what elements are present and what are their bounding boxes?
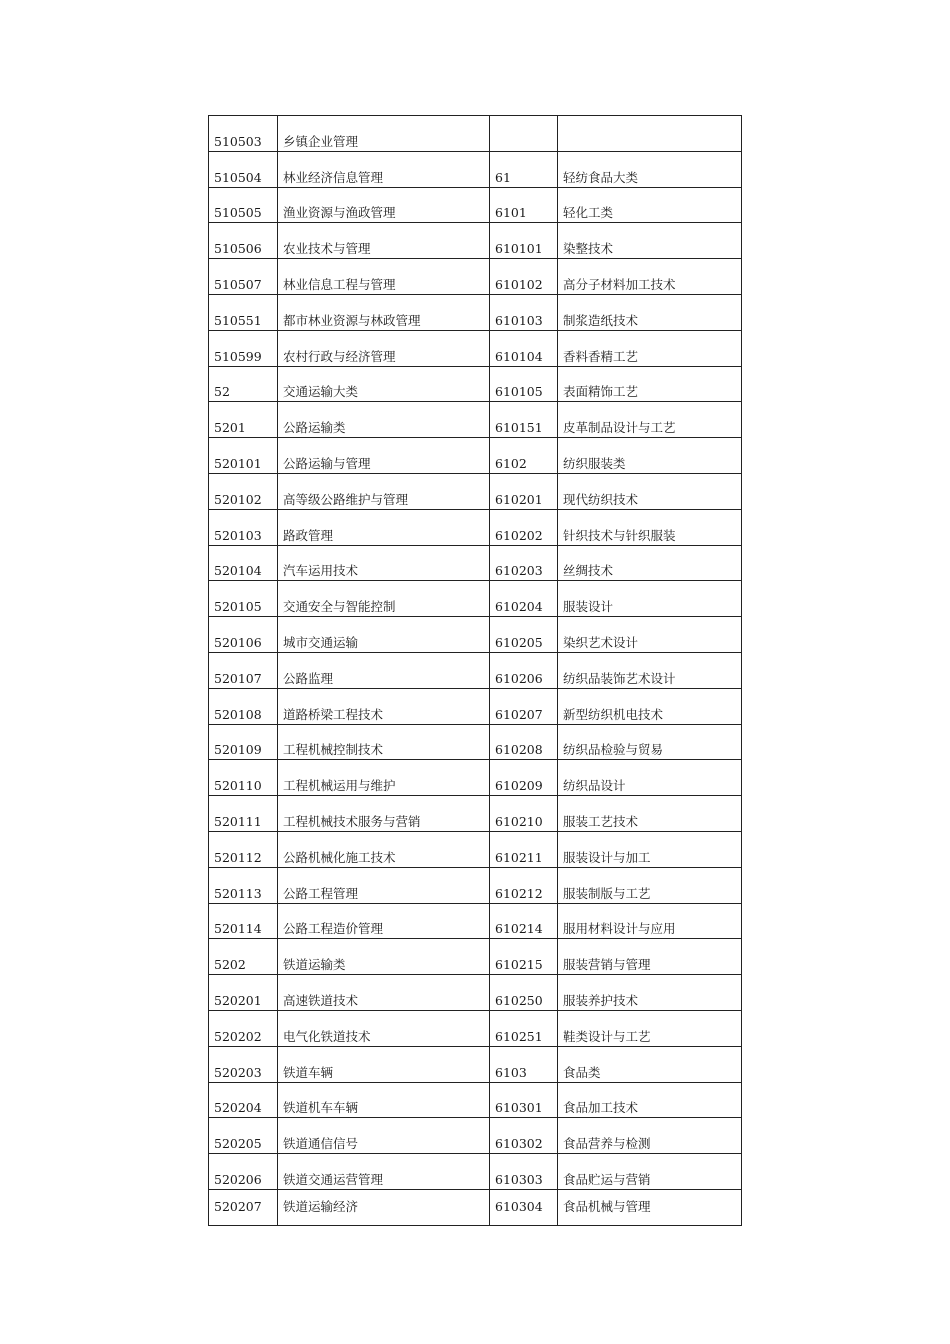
name-cell-right: 食品类 bbox=[558, 1046, 742, 1082]
code-cell-right: 610302 bbox=[490, 1118, 558, 1154]
name-cell-left: 汽车运用技术 bbox=[278, 545, 490, 581]
name-cell-right: 新型纺织机电技术 bbox=[558, 688, 742, 724]
code-cell-right: 610205 bbox=[490, 617, 558, 653]
code-cell-right: 6103 bbox=[490, 1046, 558, 1082]
name-cell-right: 表面精饰工艺 bbox=[558, 366, 742, 402]
table-row bbox=[209, 867, 742, 903]
name-cell-left: 铁道运输经济 bbox=[278, 1189, 490, 1225]
code-cell-left: 520201 bbox=[209, 975, 278, 1011]
code-cell-left: 520109 bbox=[209, 724, 278, 760]
name-cell-right: 纺织服装类 bbox=[558, 438, 742, 474]
code-cell-right: 610251 bbox=[490, 1010, 558, 1046]
name-cell-right: 鞋类设计与工艺 bbox=[558, 1010, 742, 1046]
code-cell-left: 510504 bbox=[209, 151, 278, 187]
table-row bbox=[209, 1010, 742, 1046]
code-cell-left: 510599 bbox=[209, 330, 278, 366]
name-cell-left: 高等级公路维护与管理 bbox=[278, 473, 490, 509]
table-row bbox=[209, 760, 742, 796]
table-row bbox=[209, 1154, 742, 1190]
major-code-table bbox=[208, 115, 742, 1226]
code-cell-right: 610250 bbox=[490, 975, 558, 1011]
code-cell-left: 520102 bbox=[209, 473, 278, 509]
code-cell-right: 6101 bbox=[490, 187, 558, 223]
name-cell-left: 林业经济信息管理 bbox=[278, 151, 490, 187]
code-cell-right: 610202 bbox=[490, 509, 558, 545]
name-cell-right: 皮革制品设计与工艺 bbox=[558, 402, 742, 438]
name-cell-left: 交通运输大类 bbox=[278, 366, 490, 402]
code-cell-right: 610209 bbox=[490, 760, 558, 796]
name-cell-left: 铁道交通运营管理 bbox=[278, 1154, 490, 1190]
name-cell-left: 工程机械技术服务与营销 bbox=[278, 796, 490, 832]
code-cell-left: 5201 bbox=[209, 402, 278, 438]
name-cell-left: 电气化铁道技术 bbox=[278, 1010, 490, 1046]
name-cell-right bbox=[558, 116, 742, 152]
code-cell-right bbox=[490, 116, 558, 152]
name-cell-left: 铁道车辆 bbox=[278, 1046, 490, 1082]
name-cell-left: 铁道通信信号 bbox=[278, 1118, 490, 1154]
name-cell-left: 公路机械化施工技术 bbox=[278, 831, 490, 867]
name-cell-left: 农业技术与管理 bbox=[278, 223, 490, 259]
table-row bbox=[209, 509, 742, 545]
name-cell-right: 食品加工技术 bbox=[558, 1082, 742, 1118]
code-cell-right: 610102 bbox=[490, 259, 558, 295]
code-cell-right: 610105 bbox=[490, 366, 558, 402]
name-cell-left: 公路工程造价管理 bbox=[278, 903, 490, 939]
name-cell-right: 食品营养与检测 bbox=[558, 1118, 742, 1154]
name-cell-left: 公路运输与管理 bbox=[278, 438, 490, 474]
code-cell-left: 510505 bbox=[209, 187, 278, 223]
name-cell-right: 服装设计 bbox=[558, 581, 742, 617]
name-cell-left: 乡镇企业管理 bbox=[278, 116, 490, 152]
name-cell-right: 服装工艺技术 bbox=[558, 796, 742, 832]
table-row bbox=[209, 617, 742, 653]
name-cell-left: 公路工程管理 bbox=[278, 867, 490, 903]
name-cell-right: 服用材料设计与应用 bbox=[558, 903, 742, 939]
code-cell-left: 520107 bbox=[209, 652, 278, 688]
table-row bbox=[209, 688, 742, 724]
name-cell-left: 城市交通运输 bbox=[278, 617, 490, 653]
table-row bbox=[209, 330, 742, 366]
code-cell-left: 520112 bbox=[209, 831, 278, 867]
table-row bbox=[209, 151, 742, 187]
name-cell-right: 纺织品装饰艺术设计 bbox=[558, 652, 742, 688]
name-cell-right: 食品贮运与营销 bbox=[558, 1154, 742, 1190]
name-cell-left: 工程机械控制技术 bbox=[278, 724, 490, 760]
code-cell-left: 520202 bbox=[209, 1010, 278, 1046]
code-cell-left: 520108 bbox=[209, 688, 278, 724]
table-row bbox=[209, 438, 742, 474]
table-row bbox=[209, 259, 742, 295]
table-row bbox=[209, 1189, 742, 1225]
name-cell-left: 铁道机车车辆 bbox=[278, 1082, 490, 1118]
table-row bbox=[209, 402, 742, 438]
code-cell-left: 520203 bbox=[209, 1046, 278, 1082]
table-row bbox=[209, 473, 742, 509]
code-cell-right: 610211 bbox=[490, 831, 558, 867]
code-cell-right: 610151 bbox=[490, 402, 558, 438]
name-cell-right: 制浆造纸技术 bbox=[558, 294, 742, 330]
name-cell-right: 针织技术与针织服装 bbox=[558, 509, 742, 545]
code-cell-left: 520204 bbox=[209, 1082, 278, 1118]
code-cell-right: 610210 bbox=[490, 796, 558, 832]
name-cell-left: 路政管理 bbox=[278, 509, 490, 545]
table-row bbox=[209, 1118, 742, 1154]
code-cell-left: 520105 bbox=[209, 581, 278, 617]
name-cell-right: 染织艺术设计 bbox=[558, 617, 742, 653]
table-row bbox=[209, 1082, 742, 1118]
code-cell-right: 610103 bbox=[490, 294, 558, 330]
name-cell-left: 公路监理 bbox=[278, 652, 490, 688]
name-cell-right: 纺织品检验与贸易 bbox=[558, 724, 742, 760]
code-cell-right: 610208 bbox=[490, 724, 558, 760]
code-cell-left: 520114 bbox=[209, 903, 278, 939]
name-cell-left: 高速铁道技术 bbox=[278, 975, 490, 1011]
code-cell-left: 520101 bbox=[209, 438, 278, 474]
name-cell-right: 香料香精工艺 bbox=[558, 330, 742, 366]
name-cell-right: 丝绸技术 bbox=[558, 545, 742, 581]
table-row bbox=[209, 975, 742, 1011]
name-cell-left: 道路桥梁工程技术 bbox=[278, 688, 490, 724]
code-cell-left: 5202 bbox=[209, 939, 278, 975]
table-body bbox=[209, 116, 742, 1226]
code-cell-left: 520113 bbox=[209, 867, 278, 903]
code-cell-left: 520206 bbox=[209, 1154, 278, 1190]
name-cell-right: 轻纺食品大类 bbox=[558, 151, 742, 187]
code-cell-right: 6102 bbox=[490, 438, 558, 474]
code-cell-left: 510506 bbox=[209, 223, 278, 259]
name-cell-right: 染整技术 bbox=[558, 223, 742, 259]
code-cell-right: 610215 bbox=[490, 939, 558, 975]
table-row bbox=[209, 903, 742, 939]
name-cell-right: 现代纺织技术 bbox=[558, 473, 742, 509]
table-row bbox=[209, 1046, 742, 1082]
code-cell-right: 61 bbox=[490, 151, 558, 187]
table-row bbox=[209, 724, 742, 760]
name-cell-right: 纺织品设计 bbox=[558, 760, 742, 796]
code-cell-right: 610101 bbox=[490, 223, 558, 259]
table-row bbox=[209, 652, 742, 688]
code-cell-left: 520103 bbox=[209, 509, 278, 545]
table-row bbox=[209, 294, 742, 330]
code-cell-right: 610303 bbox=[490, 1154, 558, 1190]
table-row bbox=[209, 939, 742, 975]
code-cell-right: 610207 bbox=[490, 688, 558, 724]
code-cell-right: 610104 bbox=[490, 330, 558, 366]
name-cell-left: 渔业资源与渔政管理 bbox=[278, 187, 490, 223]
name-cell-left: 铁道运输类 bbox=[278, 939, 490, 975]
code-cell-left: 510503 bbox=[209, 116, 278, 152]
name-cell-left: 公路运输类 bbox=[278, 402, 490, 438]
code-cell-left: 510507 bbox=[209, 259, 278, 295]
name-cell-right: 轻化工类 bbox=[558, 187, 742, 223]
table-row bbox=[209, 116, 742, 152]
code-cell-right: 610212 bbox=[490, 867, 558, 903]
table-row bbox=[209, 366, 742, 402]
code-cell-left: 52 bbox=[209, 366, 278, 402]
name-cell-right: 服装制版与工艺 bbox=[558, 867, 742, 903]
code-cell-right: 610206 bbox=[490, 652, 558, 688]
table-row bbox=[209, 831, 742, 867]
code-cell-right: 610214 bbox=[490, 903, 558, 939]
name-cell-left: 交通安全与智能控制 bbox=[278, 581, 490, 617]
code-cell-left: 520207 bbox=[209, 1189, 278, 1225]
code-cell-right: 610301 bbox=[490, 1082, 558, 1118]
table-row bbox=[209, 796, 742, 832]
table-row bbox=[209, 581, 742, 617]
name-cell-right: 服装营销与管理 bbox=[558, 939, 742, 975]
code-cell-left: 520104 bbox=[209, 545, 278, 581]
code-cell-right: 610203 bbox=[490, 545, 558, 581]
name-cell-right: 食品机械与管理 bbox=[558, 1189, 742, 1225]
code-cell-right: 610201 bbox=[490, 473, 558, 509]
table-row bbox=[209, 187, 742, 223]
code-cell-left: 520111 bbox=[209, 796, 278, 832]
name-cell-right: 高分子材料加工技术 bbox=[558, 259, 742, 295]
code-cell-left: 510551 bbox=[209, 294, 278, 330]
code-cell-left: 520110 bbox=[209, 760, 278, 796]
name-cell-left: 林业信息工程与管理 bbox=[278, 259, 490, 295]
code-cell-right: 610304 bbox=[490, 1189, 558, 1225]
name-cell-left: 都市林业资源与林政管理 bbox=[278, 294, 490, 330]
code-cell-left: 520205 bbox=[209, 1118, 278, 1154]
name-cell-right: 服装设计与加工 bbox=[558, 831, 742, 867]
table-row bbox=[209, 545, 742, 581]
name-cell-right: 服装养护技术 bbox=[558, 975, 742, 1011]
code-cell-left: 520106 bbox=[209, 617, 278, 653]
table-row bbox=[209, 223, 742, 259]
code-cell-right: 610204 bbox=[490, 581, 558, 617]
name-cell-left: 工程机械运用与维护 bbox=[278, 760, 490, 796]
name-cell-left: 农村行政与经济管理 bbox=[278, 330, 490, 366]
